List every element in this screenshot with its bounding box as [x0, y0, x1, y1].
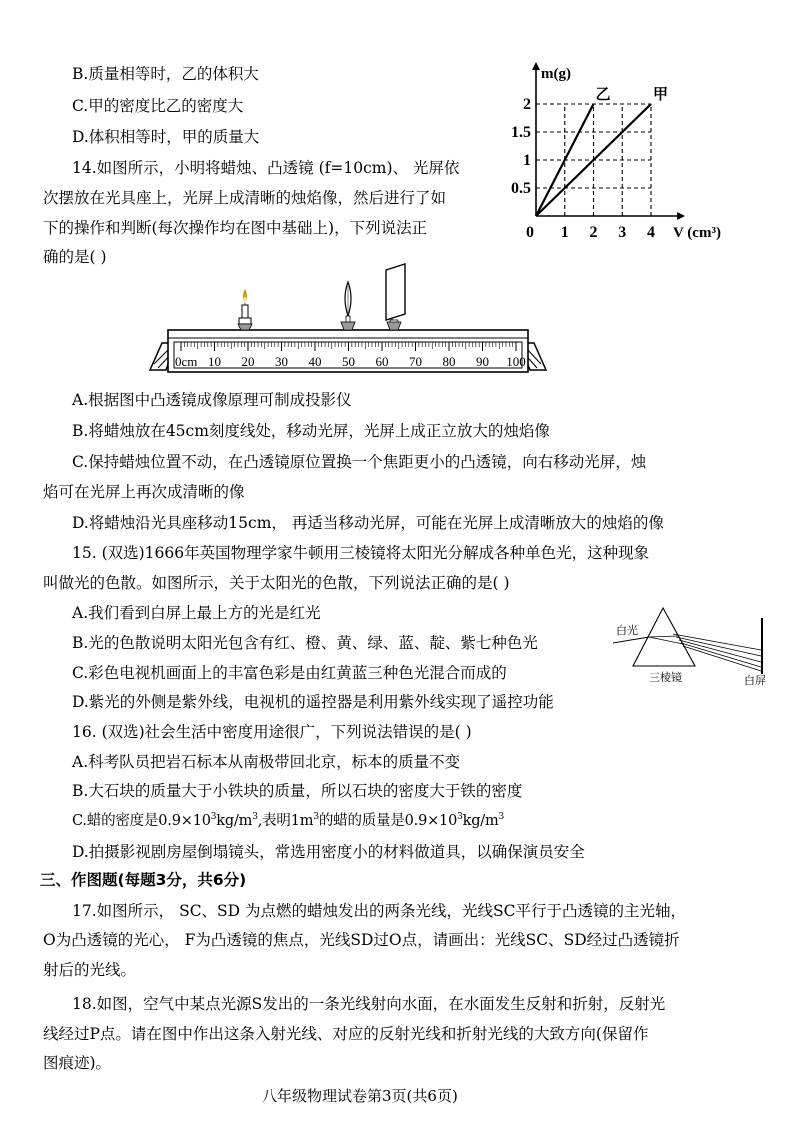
q13-option-d: D.体积相等时，甲的质量大 [72, 128, 260, 146]
q17-line2: O为凸透镜的光心， F为凸透镜的焦点，光线SD过O点，请画出：光线SC、SD经过凸透镜折 [43, 931, 680, 949]
q16-option-c: C.蜡的密度是$0.9\times 10^3kg/m^3$,表明$1m^3$的蜡的质量是$0.9\times 10^3kg/m^3$ [72, 812, 505, 829]
q15-option-b: B.光的色散说明太阳光包含有红、橙、黄、绿、蓝、靛、紫七种色光 [72, 634, 538, 652]
q14-option-c-line2: 焰可在光屏上再次成清晰的像 [43, 483, 245, 501]
series-label-yi: 乙 [595, 87, 611, 103]
prism-dispersion-figure [613, 604, 778, 686]
q15-option-a: A.我们看到白屏上最上方的光是红光 [72, 604, 321, 622]
optical-bench-figure [148, 258, 548, 378]
graph-x-tick-label: 3 [618, 224, 627, 241]
bench-scale-label: 50 [342, 354, 355, 369]
bench-scale-label: 40 [308, 354, 322, 369]
q15-option-d: D.紫光的外侧是紫外线，电视机的遥控器是利用紫外线实现了遥控功能 [72, 693, 554, 711]
graph-x-axis-label: V (cm³) [673, 225, 721, 241]
q14-stem-line4: 确的是( ) [43, 248, 107, 266]
graph-x-tick-label: 2 [589, 224, 598, 241]
graph-y-tick-label: 2 [523, 96, 531, 113]
q18-line3: 图痕迹)。 [43, 1054, 112, 1072]
q18-line1: 18.如图，空气中某点光源S发出的一条光线射向水面，在水面发生反射和折射，反射光 [72, 995, 666, 1013]
q14-option-d: D.将蜡烛沿光具座移动15cm， 再适当移动光屏，可能在光屏上成清晰放大的烛焰的像 [72, 514, 664, 532]
q17-line3: 射后的光线。 [43, 961, 137, 979]
convex-lens [341, 282, 355, 330]
bench-scale-label: 30 [275, 354, 288, 369]
bench-scale-label: 0cm [175, 354, 198, 369]
graph-y-tick-label: 1 [523, 152, 531, 169]
q14-stem-line3: 下的操作和判断(每次操作均在图中基础上)，下列说法正 [43, 219, 428, 237]
page-footer: 八年级物理试卷第3页(共6页) [262, 1087, 458, 1105]
q14-stem-line1: 14.如图所示，小明将蜡烛、凸透镜 (f=10cm)、 光屏依 [72, 159, 460, 177]
section-title-drawing: 三、作图题(每题3分，共6分) [40, 871, 247, 889]
graph-y-axis-label: m(g) [541, 66, 571, 82]
q13-option-b: B.质量相等时，乙的体积大 [72, 65, 259, 83]
graph-y-tick-label: 0.5 [511, 180, 531, 197]
bench-scale-label: 10 [208, 354, 221, 369]
bench-scale-label: 60 [375, 354, 389, 369]
q18-line2: 线经过P点。请在图中作出这条入射光线、对应的反射光线和折射光线的大致方向(保留作 [43, 1025, 649, 1043]
graph-origin-label: 0 [526, 224, 534, 241]
q16-stem: 16. (双选)社会生活中密度用途很广，下列说法错误的是( ) [72, 723, 472, 741]
series-label-jia: 甲 [653, 87, 669, 103]
candle [238, 290, 252, 330]
q14-option-b: B.将蜡烛放在45cm刻度线处，移动光屏，光屏上成正立放大的烛焰像 [72, 422, 550, 440]
graph-x-tick-label: 1 [560, 224, 569, 241]
q14-option-c-line1: C.保持蜡烛位置不动，在凸透镜原位置换一个焦距更小的凸透镜，向右移动光屏，烛 [72, 453, 647, 471]
q13-option-c: C.甲的密度比乙的密度大 [72, 97, 244, 115]
q14-stem-line2: 次摆放在光具座上，光屏上成清晰的烛焰像，然后进行了如 [43, 189, 447, 207]
prism [633, 608, 695, 666]
q16-option-a: A.科考队员把岩石标本从南极带回北京，标本的质量不变 [72, 753, 461, 771]
bench-scale-label: 100 [506, 354, 526, 369]
label-prism: 三棱镜 [649, 672, 682, 684]
q15-option-c: C.彩色电视机画面上的丰富色彩是由红黄蓝三种色光混合而成的 [72, 664, 507, 682]
q15-stem-line1: 15. (双选)1666年英国物理学家牛顿用三棱镜将太阳光分解成各种单色光，这种现象 [72, 544, 650, 562]
label-white-light: 白光 [616, 625, 638, 637]
bench-scale-label: 20 [241, 354, 255, 369]
q16-option-b: B.大石块的质量大于小铁块的质量，所以石块的密度大于铁的密度 [72, 782, 523, 800]
light-screen [386, 264, 405, 330]
bench-scale-label: 70 [409, 354, 422, 369]
label-screen: 白屏 [744, 675, 766, 686]
q14-option-a: A.根据图中凸透镜成像原理可制成投影仪 [72, 391, 352, 409]
q16-option-d: D.拍摄影视剧房屋倒塌镜头，常选用密度小的材料做道具，以确保演员安全 [72, 843, 585, 861]
graph-x-tick-label: 4 [647, 224, 655, 241]
q15-stem-line2: 叫做光的色散。如图所示，关于太阳光的色散，下列说法正确的是( ) [43, 574, 510, 592]
bench-scale-label: 90 [476, 354, 489, 369]
q17-line1: 17.如图所示， SC、SD 为点燃的蜡烛发出的两条光线，光线SC平行于凸透镜的主光轴， [72, 902, 687, 920]
graph-y-tick-label: 1.5 [511, 124, 531, 141]
density-graph [503, 58, 728, 243]
bench-scale-label: 80 [442, 354, 456, 369]
